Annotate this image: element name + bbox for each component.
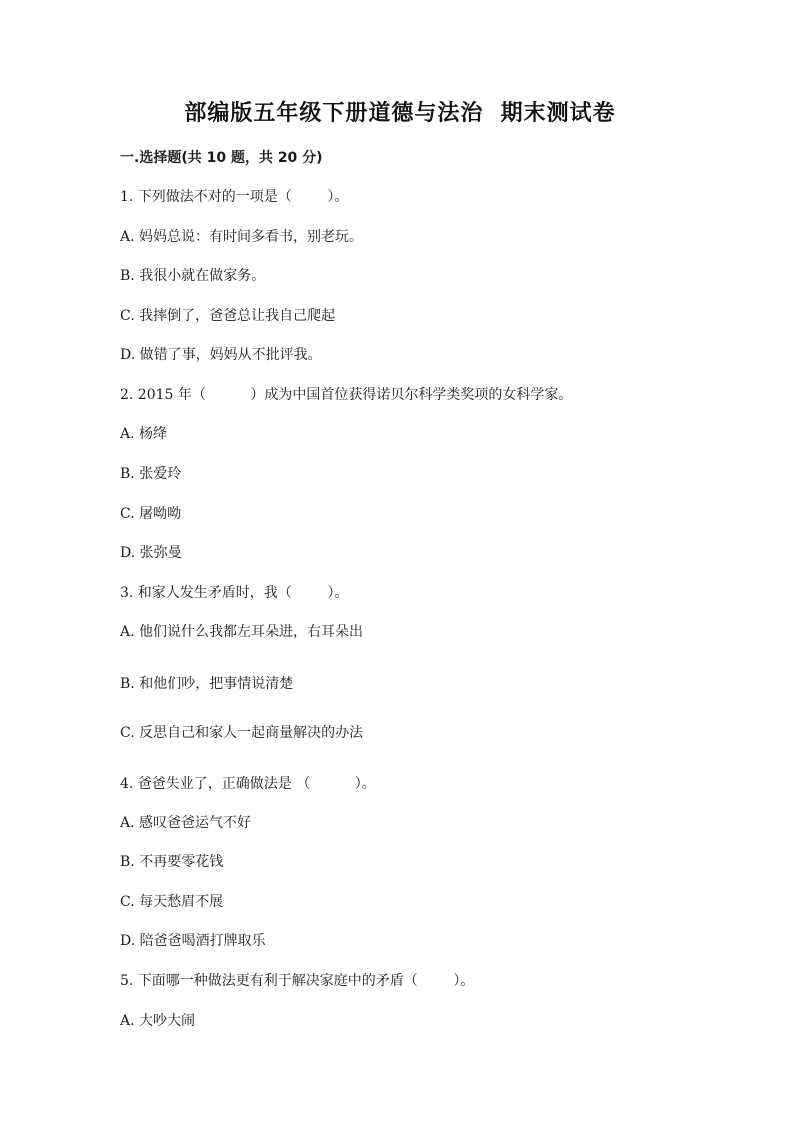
question-1-option-a: A. 妈妈总说：有时间多看书，别老玩。: [120, 229, 364, 245]
question-2-stem: 2. 2015 年（ ）成为中国首位获得诺贝尔科学类奖项的女科学家。: [120, 387, 573, 403]
question-4-stem: 4. 爸爸失业了，正确做法是 （ ）。: [120, 776, 376, 792]
question-4-option-b: B. 不再要零花钱: [120, 854, 224, 870]
section-heading: 一.选择题(共 10 题，共 20 分): [120, 150, 323, 166]
question-4-option-a: A. 感叹爸爸运气不好: [120, 815, 252, 831]
question-4-option-c: C. 每天愁眉不展: [120, 894, 224, 910]
question-1-stem: 1. 下列做法不对的一项是（ ）。: [120, 189, 349, 205]
question-2-option-b: B. 张爱玲: [120, 466, 182, 482]
page-title: 部编版五年级下册道德与法治 期末测试卷: [184, 101, 616, 126]
question-4-option-d: D. 陪爸爸喝酒打牌取乐: [120, 933, 266, 949]
question-2-option-c: C. 屠呦呦: [120, 506, 182, 522]
question-3-stem: 3. 和家人发生矛盾时，我（ ）。: [120, 585, 349, 601]
question-1-option-c: C. 我摔倒了，爸爸总让我自己爬起: [120, 308, 336, 324]
question-3-option-c: C. 反思自己和家人一起商量解决的办法: [120, 725, 364, 741]
question-1-option-d: D. 做错了事，妈妈从不批评我。: [120, 347, 322, 363]
question-1-option-b: B. 我很小就在做家务。: [120, 268, 266, 284]
question-3-option-b: B. 和他们吵，把事情说清楚: [120, 676, 294, 692]
question-3-option-a: A. 他们说什么我都左耳朵进，右耳朵出: [120, 624, 364, 640]
question-5-option-a: A. 大吵大闹: [120, 1013, 196, 1029]
question-2-option-d: D. 张弥曼: [120, 545, 182, 561]
question-2-option-a: A. 杨绛: [120, 426, 168, 442]
question-5-stem: 5. 下面哪一种做法更有利于解决家庭中的矛盾（ ）。: [120, 973, 475, 989]
